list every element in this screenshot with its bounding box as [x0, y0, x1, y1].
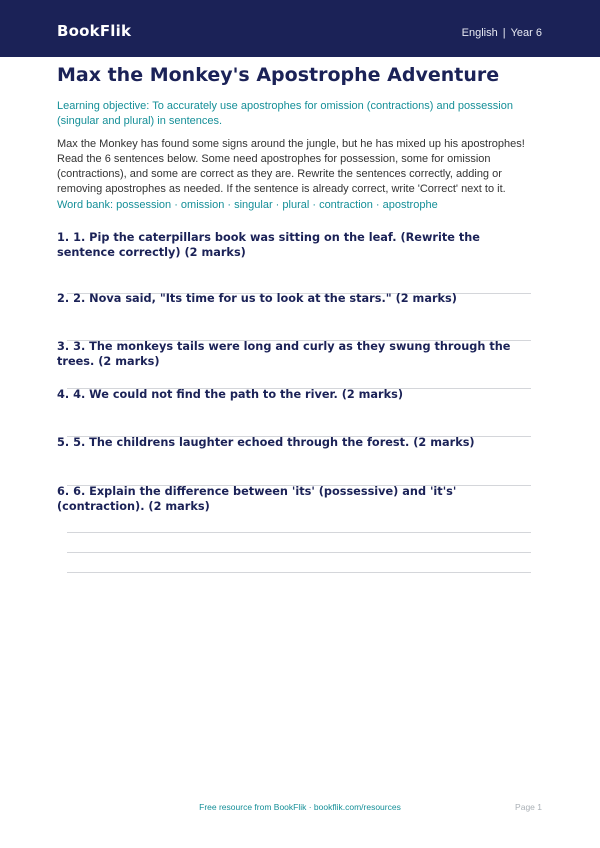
- question-text: 4. We could not find the path to the river. (2 marks): [73, 388, 404, 401]
- header-separator: |: [502, 27, 506, 39]
- header-bar: [0, 0, 600, 57]
- answer-line[interactable]: [67, 572, 531, 573]
- question-3: [57, 340, 527, 369]
- question-5: [57, 436, 527, 451]
- answer-line[interactable]: [67, 552, 531, 553]
- question-number: 4.: [57, 388, 70, 401]
- question-text: 1. Pip the caterpillars book was sitting on the leaf. (Rewrite the sentence correctly) (2 marks): [57, 231, 480, 259]
- footer-source[interactable]: Free resource from BookFlik · bookflik.com/resources: [199, 802, 401, 812]
- question-text: 6. Explain the difference between 'its' (possessive) and 'it's' (contraction). (2 marks): [57, 485, 457, 513]
- question-text: 2. Nova said, "Its time for us to look at the stars." (2 marks): [73, 292, 457, 305]
- year-label: Year 6: [510, 27, 542, 39]
- word-bank: Word bank: possession · omission · singular · plural · contraction · apostrophe: [57, 199, 438, 211]
- header-meta: [462, 27, 542, 39]
- question-number: 3.: [57, 340, 70, 353]
- page-number: Page 1: [515, 802, 542, 812]
- question-text: 5. The childrens laughter echoed through the forest. (2 marks): [73, 436, 475, 449]
- question-1: [57, 231, 527, 260]
- question-4: [57, 388, 527, 403]
- question-number: 5.: [57, 436, 70, 449]
- question-number: 1.: [57, 231, 70, 244]
- page-title: Max the Monkey's Apostrophe Adventure: [57, 64, 500, 86]
- brand-logo[interactable]: BookFlik: [57, 22, 132, 40]
- question-number: 2.: [57, 292, 70, 305]
- learning-objective: Learning objective: To accurately use apostrophes for omission (contractions) and possession (singular and plural) in sentences.: [57, 100, 513, 127]
- instructions: Max the Monkey has found some signs around the jungle, but he has mixed up his apostrophes! Read the 6 sentences below. Some need apostrophes for possession, some for omission (contractions), and some are correct as they are. Rewrite the sentences correctly, adding or removing apostrophes as needed. If the sentence is already correct, write 'Correct' next to it.: [57, 138, 525, 195]
- question-number: 6.: [57, 485, 70, 498]
- answer-line[interactable]: [67, 532, 531, 533]
- question-text: 3. The monkeys tails were long and curly as they swung through the trees. (2 marks): [57, 340, 511, 368]
- subject-label: English: [461, 27, 498, 39]
- question-6: [57, 485, 527, 514]
- question-2: [57, 292, 527, 307]
